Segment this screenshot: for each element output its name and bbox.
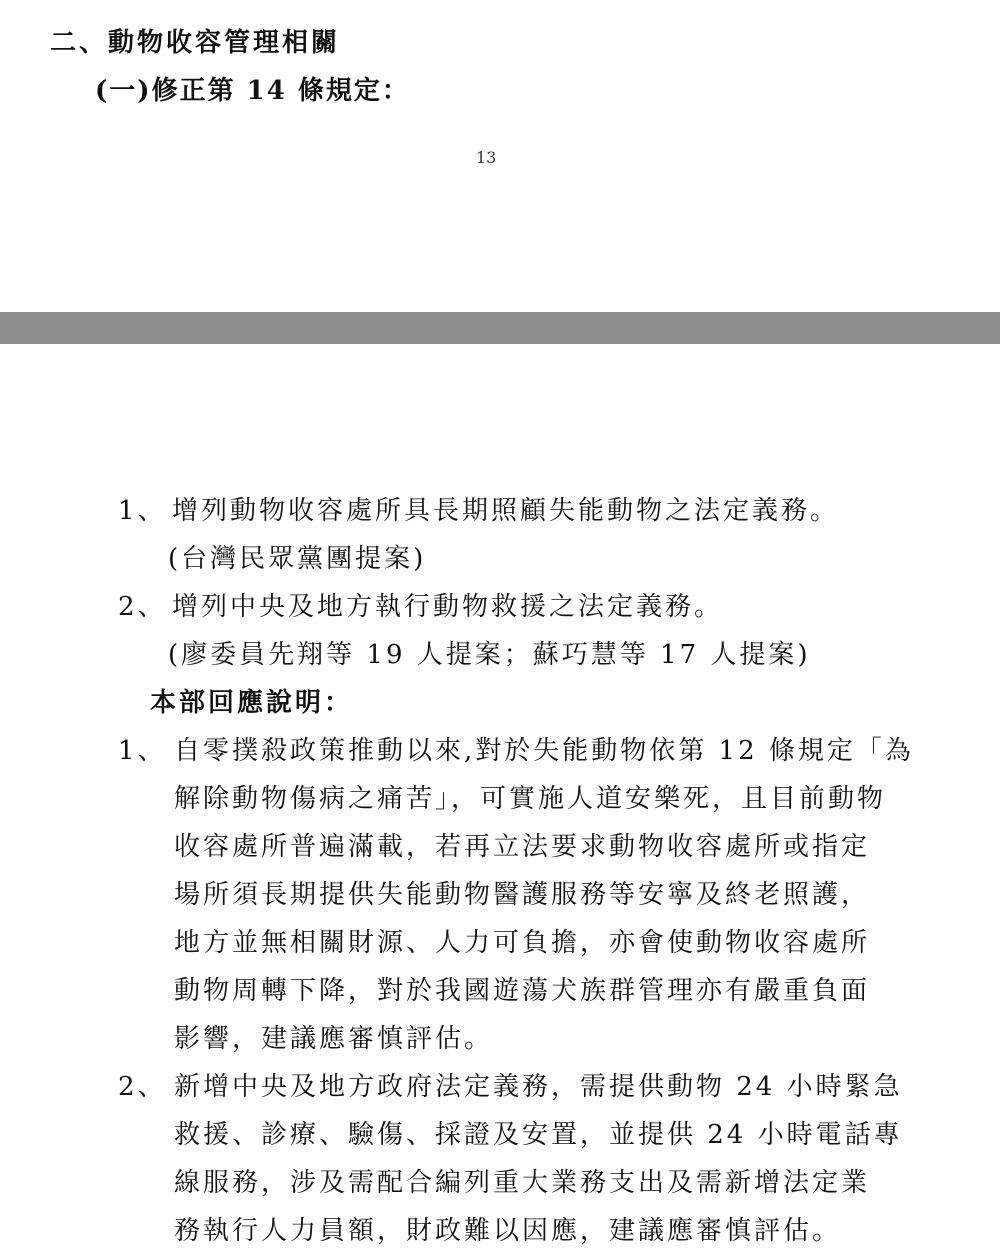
response-line: 場所須長期提供失能動物醫護服務等安寧及終老照護， <box>174 880 871 910</box>
response-line: 救援、診療、驗傷、採證及安置，並提供 24 小時電話專 <box>174 1120 903 1150</box>
response-line: 動物周轉下降，對於我國遊蕩犬族群管理亦有嚴重負面 <box>174 976 871 1006</box>
proposal-source: (廖委員先翔等 19 人提案；蘇巧慧等 17 人提案) <box>168 640 811 670</box>
response-heading: 本部回應說明： <box>150 688 354 718</box>
proposal-text: 增列動物收容處所具長期照顧失能動物之法定義務。 <box>172 496 840 526</box>
subsection-title: (一)修正第 14 條規定： <box>95 76 410 106</box>
response-line: 新增中央及地方政府法定義務，需提供動物 24 小時緊急 <box>174 1072 903 1102</box>
response-line: 地方並無相關財源、人力可負擔，亦會使動物收容處所 <box>174 928 871 958</box>
page-divider <box>0 312 1000 344</box>
section-title: 二、動物收容管理相關 <box>50 28 341 58</box>
response-line: 線服務，涉及需配合編列重大業務支出及需新增法定業 <box>174 1168 871 1198</box>
response-line: 收容處所普遍滿載，若再立法要求動物收容處所或指定 <box>174 832 871 862</box>
response-line: 務執行人力員額，財政難以因應，建議應審慎評估。 <box>174 1216 842 1246</box>
proposal-number: 1、 <box>118 496 167 526</box>
response-number: 2、 <box>118 1072 167 1102</box>
proposal-number: 2、 <box>118 592 167 622</box>
page-number: 13 <box>476 148 497 167</box>
proposal-text: 增列中央及地方執行動物救援之法定義務。 <box>172 592 724 622</box>
response-line: 影響，建議應審慎評估。 <box>174 1024 494 1054</box>
proposal-source: (台灣民眾黨團提案) <box>168 544 427 574</box>
response-line: 自零撲殺政策推動以來,對於失能動物依第 12 條規定「為 <box>174 736 914 766</box>
response-line: 解除動物傷病之痛苦」，可實施人道安樂死，且目前動物 <box>174 784 887 814</box>
response-number: 1、 <box>118 736 167 766</box>
